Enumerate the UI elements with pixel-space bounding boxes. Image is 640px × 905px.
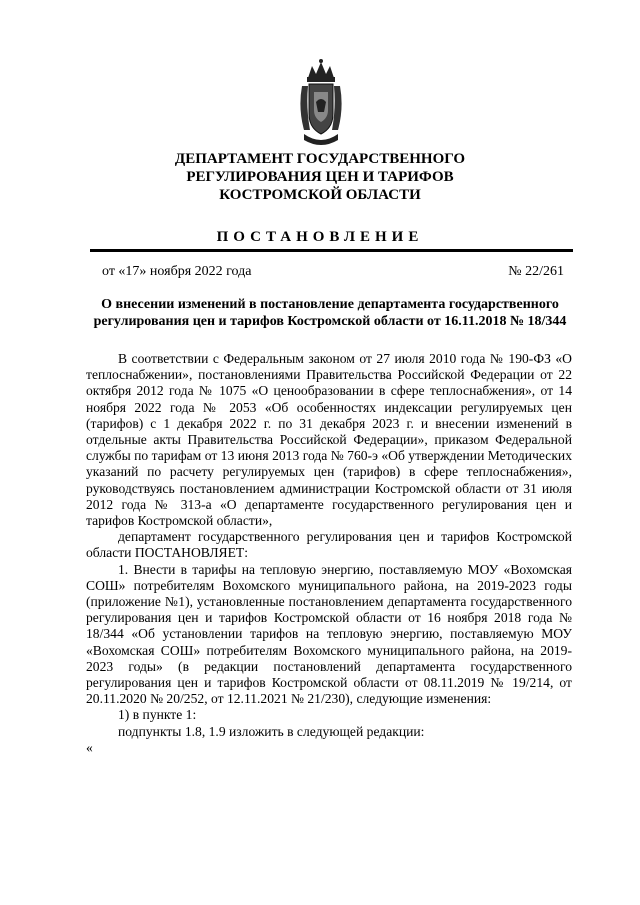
subitem-paragraph: 1) в пункте 1: xyxy=(118,707,197,723)
decree-date: от «17» ноября 2022 года xyxy=(102,264,252,279)
decree-title: ПОСТАНОВЛЕНИЕ xyxy=(216,229,424,245)
resolution-paragraph: департамент государственного регулирования цен и тарифов Костромской области ПОСТАНОВЛЯЕТ: xyxy=(86,529,572,561)
decree-number: № 22/261 xyxy=(508,264,564,279)
header-line-2: РЕГУЛИРОВАНИЯ ЦЕН И ТАРИФОВ xyxy=(186,169,454,185)
header-line-3: КОСТРОМСКОЙ ОБЛАСТИ xyxy=(219,187,421,203)
subject-line-2: регулирования цен и тарифов Костромской области от 16.11.2018 № 18/344 xyxy=(93,314,567,329)
item-1-paragraph: 1. Внести в тарифы на тепловую энергию, поставляемую МОУ «Вохомская СОШ» потребителям Вохомского муниципального района, на 2019-2023 годы (приложение №1), установленные постановлением департамента государственного регулирования цен и тарифов Костромской области от 16 ноября 2018 года № 18/344 «Об установлении тарифов на тепловую энергию, поставляемую МОУ «Вохомская СОШ» потребителям Вохомского муниципального района, на 2019-2023 годы» (в редакции постановлений департамента государственного регулирования цен и тарифов Костромской области от 08.11.2019 № 19/214, от 20.11.2020 № 20/252, от 12.11.2021 № 21/230), следующие изменения: xyxy=(86,561,572,707)
subject-line-1: О внесении изменений в постановление департамента государственного xyxy=(101,297,559,312)
decree-subject xyxy=(80,296,580,330)
department-header xyxy=(0,150,640,204)
decree-body xyxy=(86,351,572,756)
opening-quote: « xyxy=(86,739,93,755)
header-line-1: ДЕПАРТАМЕНТ ГОСУДАРСТВЕННОГО xyxy=(174,151,466,167)
subitem-text-paragraph: подпункты 1.8, 1.9 изложить в следующей редакции: xyxy=(118,723,425,739)
title-divider xyxy=(90,249,573,252)
preamble-paragraph: В соответствии с Федеральным законом от 27 июля 2010 года № 190-ФЗ «О теплоснабжении», постановлениями Правительства Российской Федерации от 22 октября 2012 года № 1075 «О ценообразовании в сфере теплоснабжения», от 14 ноября 2022 года № 2053 «Об особенностях индексации регулируемых цен (тарифов) с 1 декабря 2022 г. по 31 декабря 2023 г. и внесении изменений в отдельные акты Правительства Российской Федерации», приказом Федеральной службы по тарифам от 13 июня 2013 года № 760-э «Об утверждении Методических указаний по расчету регулируемых цен (тарифов) в сфере теплоснабжения», руководствуясь постановлением администрации Костромской области от 31 июля 2012 года № 313-а «О департаменте государственного регулирования цен и тарифов Костромской области», xyxy=(86,351,572,529)
coat-of-arms-emblem xyxy=(298,58,344,150)
